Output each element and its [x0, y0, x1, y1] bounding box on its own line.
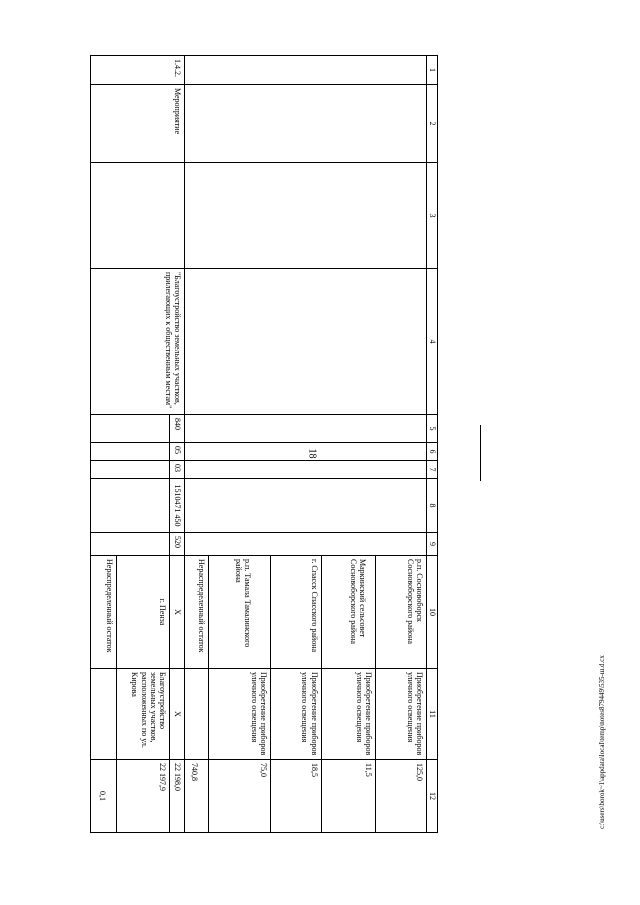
- cell-5: [185, 415, 427, 443]
- cell-11: Приобретение приборов уличного освещения: [375, 669, 426, 760]
- table-row: [375, 56, 426, 833]
- cell-12: 0,1: [91, 760, 117, 833]
- cell-4: [185, 269, 427, 415]
- cell-12: 75,0: [208, 760, 271, 833]
- cell-7: [91, 461, 170, 479]
- budget-table-wrapper: [90, 55, 438, 832]
- cell-10: Х: [169, 556, 184, 669]
- cell-11: Приобретение приборов уличного освещения: [208, 669, 271, 760]
- cell-1: [185, 56, 427, 85]
- cell-10: р.п. Тамала Тамалинского района: [208, 556, 271, 669]
- signature-line: [480, 425, 481, 481]
- cell-11: [185, 669, 208, 760]
- cell-10: г. Пенза: [116, 556, 169, 669]
- cell-12: 18,5: [271, 760, 321, 833]
- cell-1: 1.4.2.: [91, 56, 185, 85]
- column-header: 5: [427, 415, 438, 443]
- cell-4: "Благоустройство земельных участков, прилегающих к общественным местам": [91, 269, 185, 415]
- cell-10: Нераспределенный остаток: [91, 556, 117, 669]
- cell-12: 125,0: [375, 760, 426, 833]
- column-header: 2: [427, 85, 438, 163]
- cell-5: 840: [169, 415, 184, 443]
- column-header: 9: [427, 533, 438, 556]
- column-header: 8: [427, 479, 438, 533]
- cell-11: Приобретение приборов уличного освещения: [271, 669, 321, 760]
- column-header: 3: [427, 163, 438, 269]
- footer-file-path: c:\users\borok~1\appdata\local\temp\notes879449\535-ш.d.cx: [598, 655, 606, 829]
- cell-10: Маркинский сельсовет Сосновоборского района: [321, 556, 375, 669]
- cell-8: [185, 479, 427, 533]
- cell-11: [91, 669, 117, 760]
- cell-10: г. Спасск Спасского района: [271, 556, 321, 669]
- cell-10: р.п. Сосновоборск Сосновоборского района: [375, 556, 426, 669]
- column-number-row: [427, 56, 438, 833]
- column-header: 4: [427, 269, 438, 415]
- column-header: 10: [427, 556, 438, 669]
- cell-12: 22 197,9: [116, 760, 169, 833]
- table-row: [169, 56, 184, 833]
- cell-11: Х: [169, 669, 184, 760]
- cell-12: 22 198,0: [169, 760, 184, 833]
- cell-6: [91, 443, 170, 461]
- cell-11: Приобретение приборов уличного освещения: [321, 669, 375, 760]
- column-header: 7: [427, 461, 438, 479]
- column-header: 6: [427, 443, 438, 461]
- column-header: 1: [427, 56, 438, 85]
- cell-9: 520: [169, 533, 184, 556]
- cell-11: Благоустройство земельных участков, расположенных по ул. Кирова: [116, 669, 169, 760]
- cell-12: 740,8: [185, 760, 208, 833]
- cell-3: [185, 163, 427, 269]
- budget-table: [90, 55, 438, 833]
- cell-10: Нераспределенный остаток: [185, 556, 208, 669]
- cell-9: [185, 533, 427, 556]
- page-number: 18: [306, 448, 318, 459]
- cell-5: [91, 415, 170, 443]
- cell-9: [91, 533, 170, 556]
- cell-6: [185, 443, 427, 461]
- cell-8: 1510471 450: [169, 479, 184, 533]
- column-header: 11: [427, 669, 438, 760]
- cell-7: 03: [169, 461, 184, 479]
- cell-6: 05: [169, 443, 184, 461]
- cell-2: [185, 85, 427, 163]
- cell-8: [91, 479, 170, 533]
- column-header: 12: [427, 760, 438, 833]
- cell-2: Мероприятие: [91, 85, 185, 163]
- cell-3: [91, 163, 185, 269]
- cell-7: [185, 461, 427, 479]
- cell-12: 11,5: [321, 760, 375, 833]
